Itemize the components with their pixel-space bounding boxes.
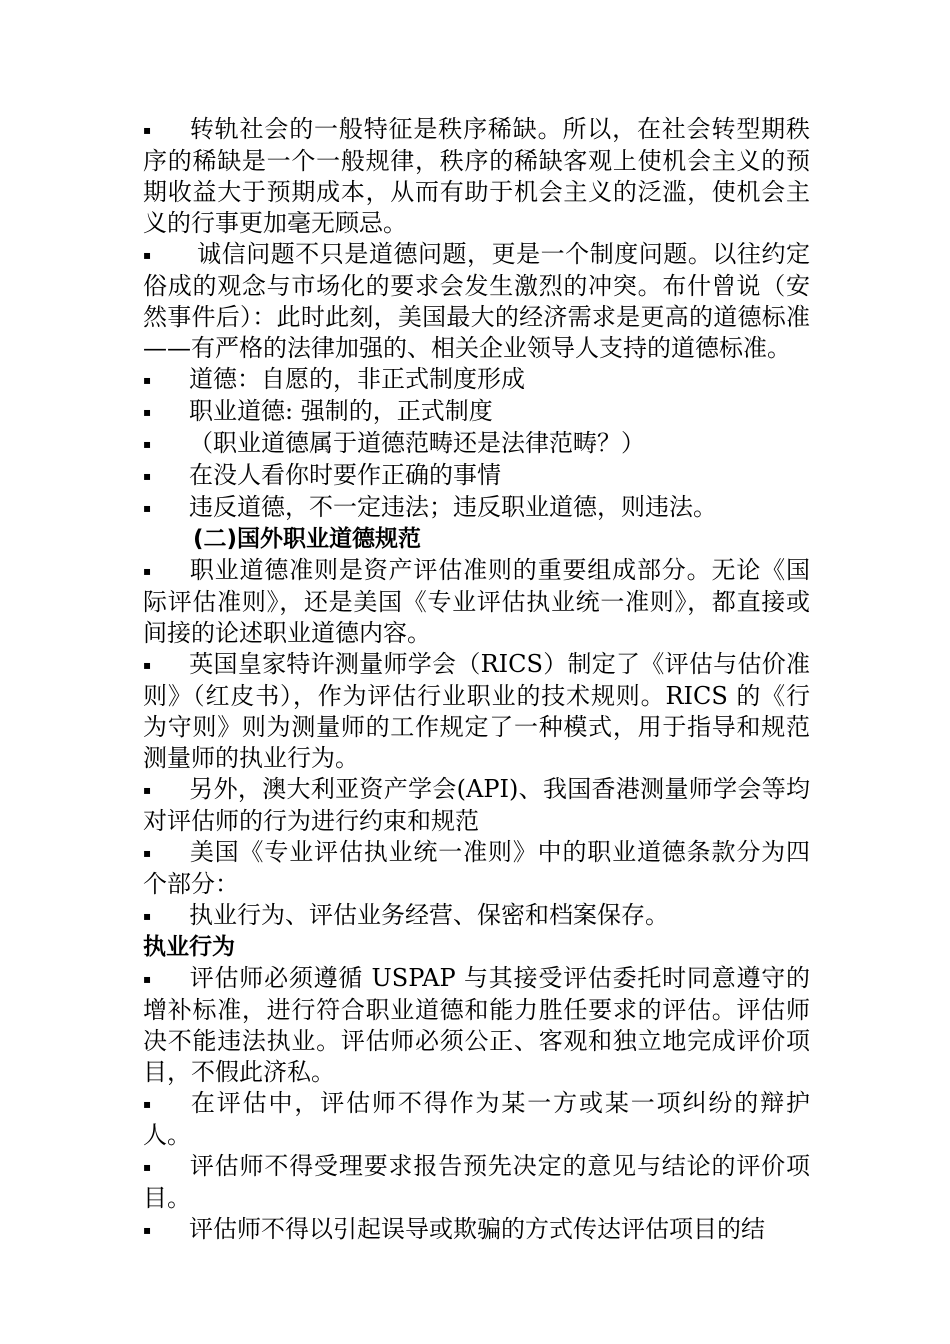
paragraph-text: 评估师不得受理要求报告预先决定的意见与结论的评价项目。 (143, 1152, 810, 1212)
paragraph-text: 评估师必须遵循 USPAP 与其接受评估委托时同意遵守的增补标准，进行符合职业道德和能力胜任要求的评估。评估师决不能违法执业。评估师必须公正、客观和独立地完成评价项目，不假此济私。 (143, 964, 810, 1086)
bullet-paragraph (143, 837, 810, 900)
paragraph-text: 职业道德准则是资产评估准则的重要组成部分。无论《国际评估准则》，还是美国《专业评估执业统一准则》，都直接或间接的论述职业道德内容。 (143, 556, 810, 647)
bullet-icon: ▪ (143, 564, 152, 578)
paragraph-text: 美国《专业评估执业统一准则》中的职业道德条款分为四个部分： (143, 838, 810, 898)
bullet-icon: ▪ (143, 1223, 152, 1237)
subheading: 执业行为 (143, 934, 235, 960)
paragraph-text: 在没人看你时要作正确的事情 (189, 461, 501, 489)
bullet-paragraph (143, 900, 810, 932)
bullet-icon: ▪ (143, 469, 152, 483)
paragraph-text: 英国皇家特许测量师学会（RICS）制定了《评估与估价准则》（红皮书），作为评估行业职业的技术规则。RICS 的《行为守则》则为测量师的工作规定了一种模式，用于指导和规范测量师的执业行为。 (143, 650, 810, 772)
bullet-icon: ▪ (143, 248, 152, 262)
bullet-icon: ▪ (143, 846, 152, 860)
paragraph-text: 在评估中，评估师不得作为某一方或某一项纠纷的辩护人。 (143, 1089, 810, 1149)
bullet-paragraph (143, 774, 810, 837)
paragraph-text: （职业道德属于道德范畴还是法律范畴？） (189, 429, 645, 457)
bullet-icon: ▪ (143, 1160, 152, 1174)
bullet-icon: ▪ (143, 1097, 152, 1111)
bullet-paragraph (143, 460, 810, 492)
bullet-paragraph (143, 963, 810, 1088)
bullet-icon: ▪ (143, 783, 152, 797)
bullet-paragraph (143, 428, 810, 460)
bullet-paragraph (143, 1214, 810, 1246)
bullet-icon: ▪ (143, 501, 152, 515)
bullet-icon: ▪ (143, 909, 152, 923)
bullet-paragraph (143, 492, 810, 524)
paragraph-text: 诚信问题不只是道德问题，更是一个制度问题。以往约定俗成的观念与市场化的要求会发生激烈的冲突。布什曾说（安然事件后）：此时此刻，美国最大的经济需求是更高的道德标准——有严格的法律加强的、相关企业领导人支持的道德标准。 (143, 240, 810, 362)
paragraph-text: 道德：自愿的，非正式制度形成 (189, 365, 525, 393)
document-page (143, 114, 810, 1246)
bullet-icon: ▪ (143, 972, 152, 986)
bullet-paragraph (143, 239, 810, 364)
paragraph-text: 职业道德: 强制的，正式制度 (189, 397, 493, 425)
section-heading: (二)国外职业道德规范 (193, 526, 422, 552)
paragraph-text: 转轨社会的一般特征是秩序稀缺。所以，在社会转型期秩序的稀缺是一个一般规律，秩序的稀缺客观上使机会主义的预期收益大于预期成本，从而有助于机会主义的泛滥，使机会主义的行事更加毫无顾忌。 (143, 115, 810, 237)
bullet-paragraph (143, 1151, 810, 1214)
paragraph-text: 另外，澳大利亚资产学会(API)、我国香港测量师学会等均对评估师的行为进行约束和规范 (143, 775, 810, 835)
bullet-paragraph (143, 1088, 810, 1151)
paragraph-text: 执业行为、评估业务经营、保密和档案保存。 (189, 901, 669, 929)
paragraph-text: 违反道德，不一定违法；违反职业道德，则违法。 (189, 493, 717, 521)
bullet-paragraph (143, 114, 810, 239)
bullet-icon: ▪ (143, 437, 152, 451)
bullet-icon: ▪ (143, 658, 152, 672)
bullet-paragraph (143, 396, 810, 428)
bullet-icon: ▪ (143, 123, 152, 137)
paragraph-text: 评估师不得以引起误导或欺骗的方式传达评估项目的结 (189, 1215, 765, 1243)
bullet-paragraph (143, 649, 810, 774)
bullet-paragraph (143, 555, 810, 649)
bullet-paragraph (143, 364, 810, 396)
bullet-icon: ▪ (143, 405, 152, 419)
bullet-icon: ▪ (143, 373, 152, 387)
